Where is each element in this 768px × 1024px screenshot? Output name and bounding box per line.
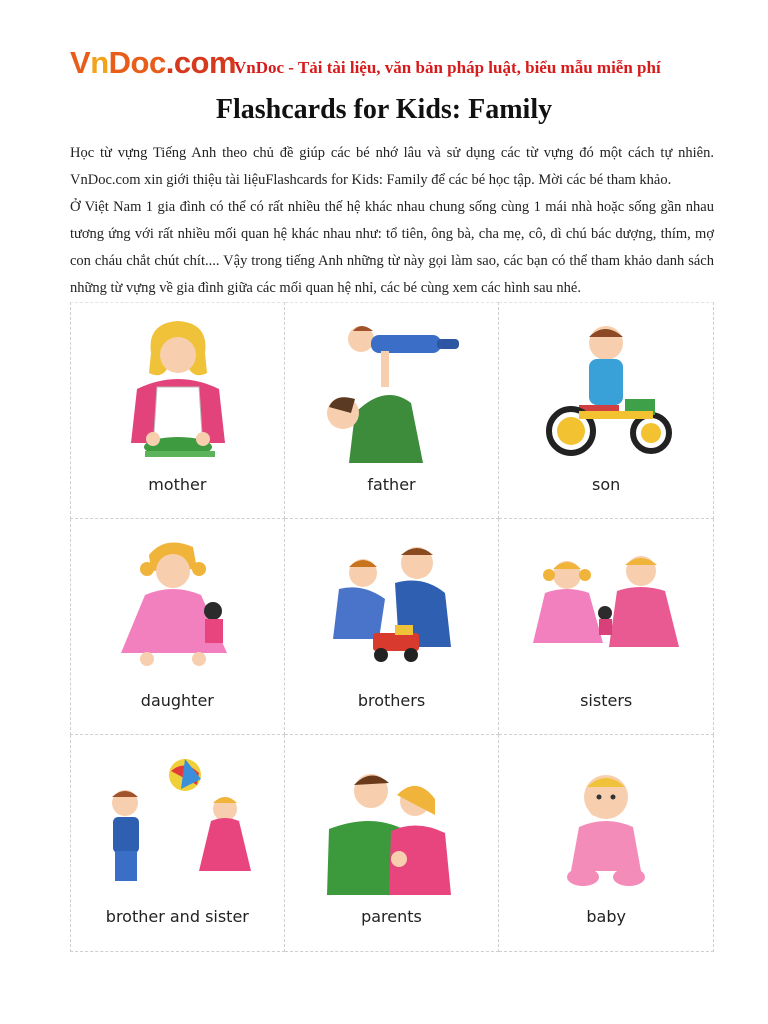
flashcard-brothers [285, 519, 500, 736]
card-label: daughter [140, 690, 214, 710]
card-label: sisters [580, 690, 633, 710]
flashcard-daughter [70, 519, 285, 736]
document-title: Flashcards for Kids: Family [215, 94, 553, 125]
flashcard-son [499, 302, 714, 519]
card-label: mother [148, 475, 207, 494]
daughter-illustration [85, 529, 271, 689]
intro-text [70, 140, 714, 302]
brothers-illustration [299, 529, 485, 689]
brother-and-sister-illustration [85, 745, 271, 905]
flashcard-mother [70, 302, 285, 519]
card-label: father [367, 475, 416, 494]
site-tagline: VnDoc - Tải tài liệu, văn bản pháp luật, biểu mẫu miễn phí [234, 58, 661, 77]
flashcard-baby [499, 735, 714, 952]
parents-illustration [299, 745, 485, 905]
flashcard-parents [285, 735, 500, 952]
flashcard-grid [70, 302, 714, 952]
sisters-illustration [513, 529, 699, 689]
mother-illustration [85, 313, 271, 473]
intro-paragraph-2: Ở Việt Nam 1 gia đình có thể có rất nhiều thế hệ khác nhau chung sống cùng 1 mái nhà hoặc sống gần nhau tương ứng với rất nhiều mối quan hệ khác nhau như: tổ tiên, ông bà, cha mẹ, cô, dì chú bác dượng, thím, mợ con cháu chắt chút chít.... Vậy trong tiếng Anh những từ này gọi làm sao, các bạn có thể tham khảo danh sách những từ vựng về gia đình giữa các mối quan hệ nhỉ, các bé cùng xem các hình sau nhé. [70, 199, 714, 296]
header [70, 40, 730, 90]
card-label: brothers [357, 690, 426, 710]
card-label: son [592, 475, 621, 494]
card-label: parents [361, 907, 422, 927]
vndoc-logo[interactable]: VnDoc.com [70, 45, 237, 80]
son-illustration [513, 313, 699, 473]
card-label: brother and sister [105, 907, 249, 927]
baby-illustration [513, 745, 699, 905]
flashcard-brother-and-sister [70, 735, 285, 952]
flashcard-sisters [499, 519, 714, 736]
father-illustration [299, 313, 485, 473]
flashcard-father [285, 302, 500, 519]
intro-paragraph-1: Học từ vựng Tiếng Anh theo chủ đề giúp các bé nhớ lâu và sử dụng các từ vựng đó một cách tự nhiên. VnDoc.com xin giới thiệu tài liệuFlashcards for Kids: Family để các bé học tập. Mời các bé tham khảo. [70, 145, 714, 188]
card-label: baby [586, 907, 626, 927]
